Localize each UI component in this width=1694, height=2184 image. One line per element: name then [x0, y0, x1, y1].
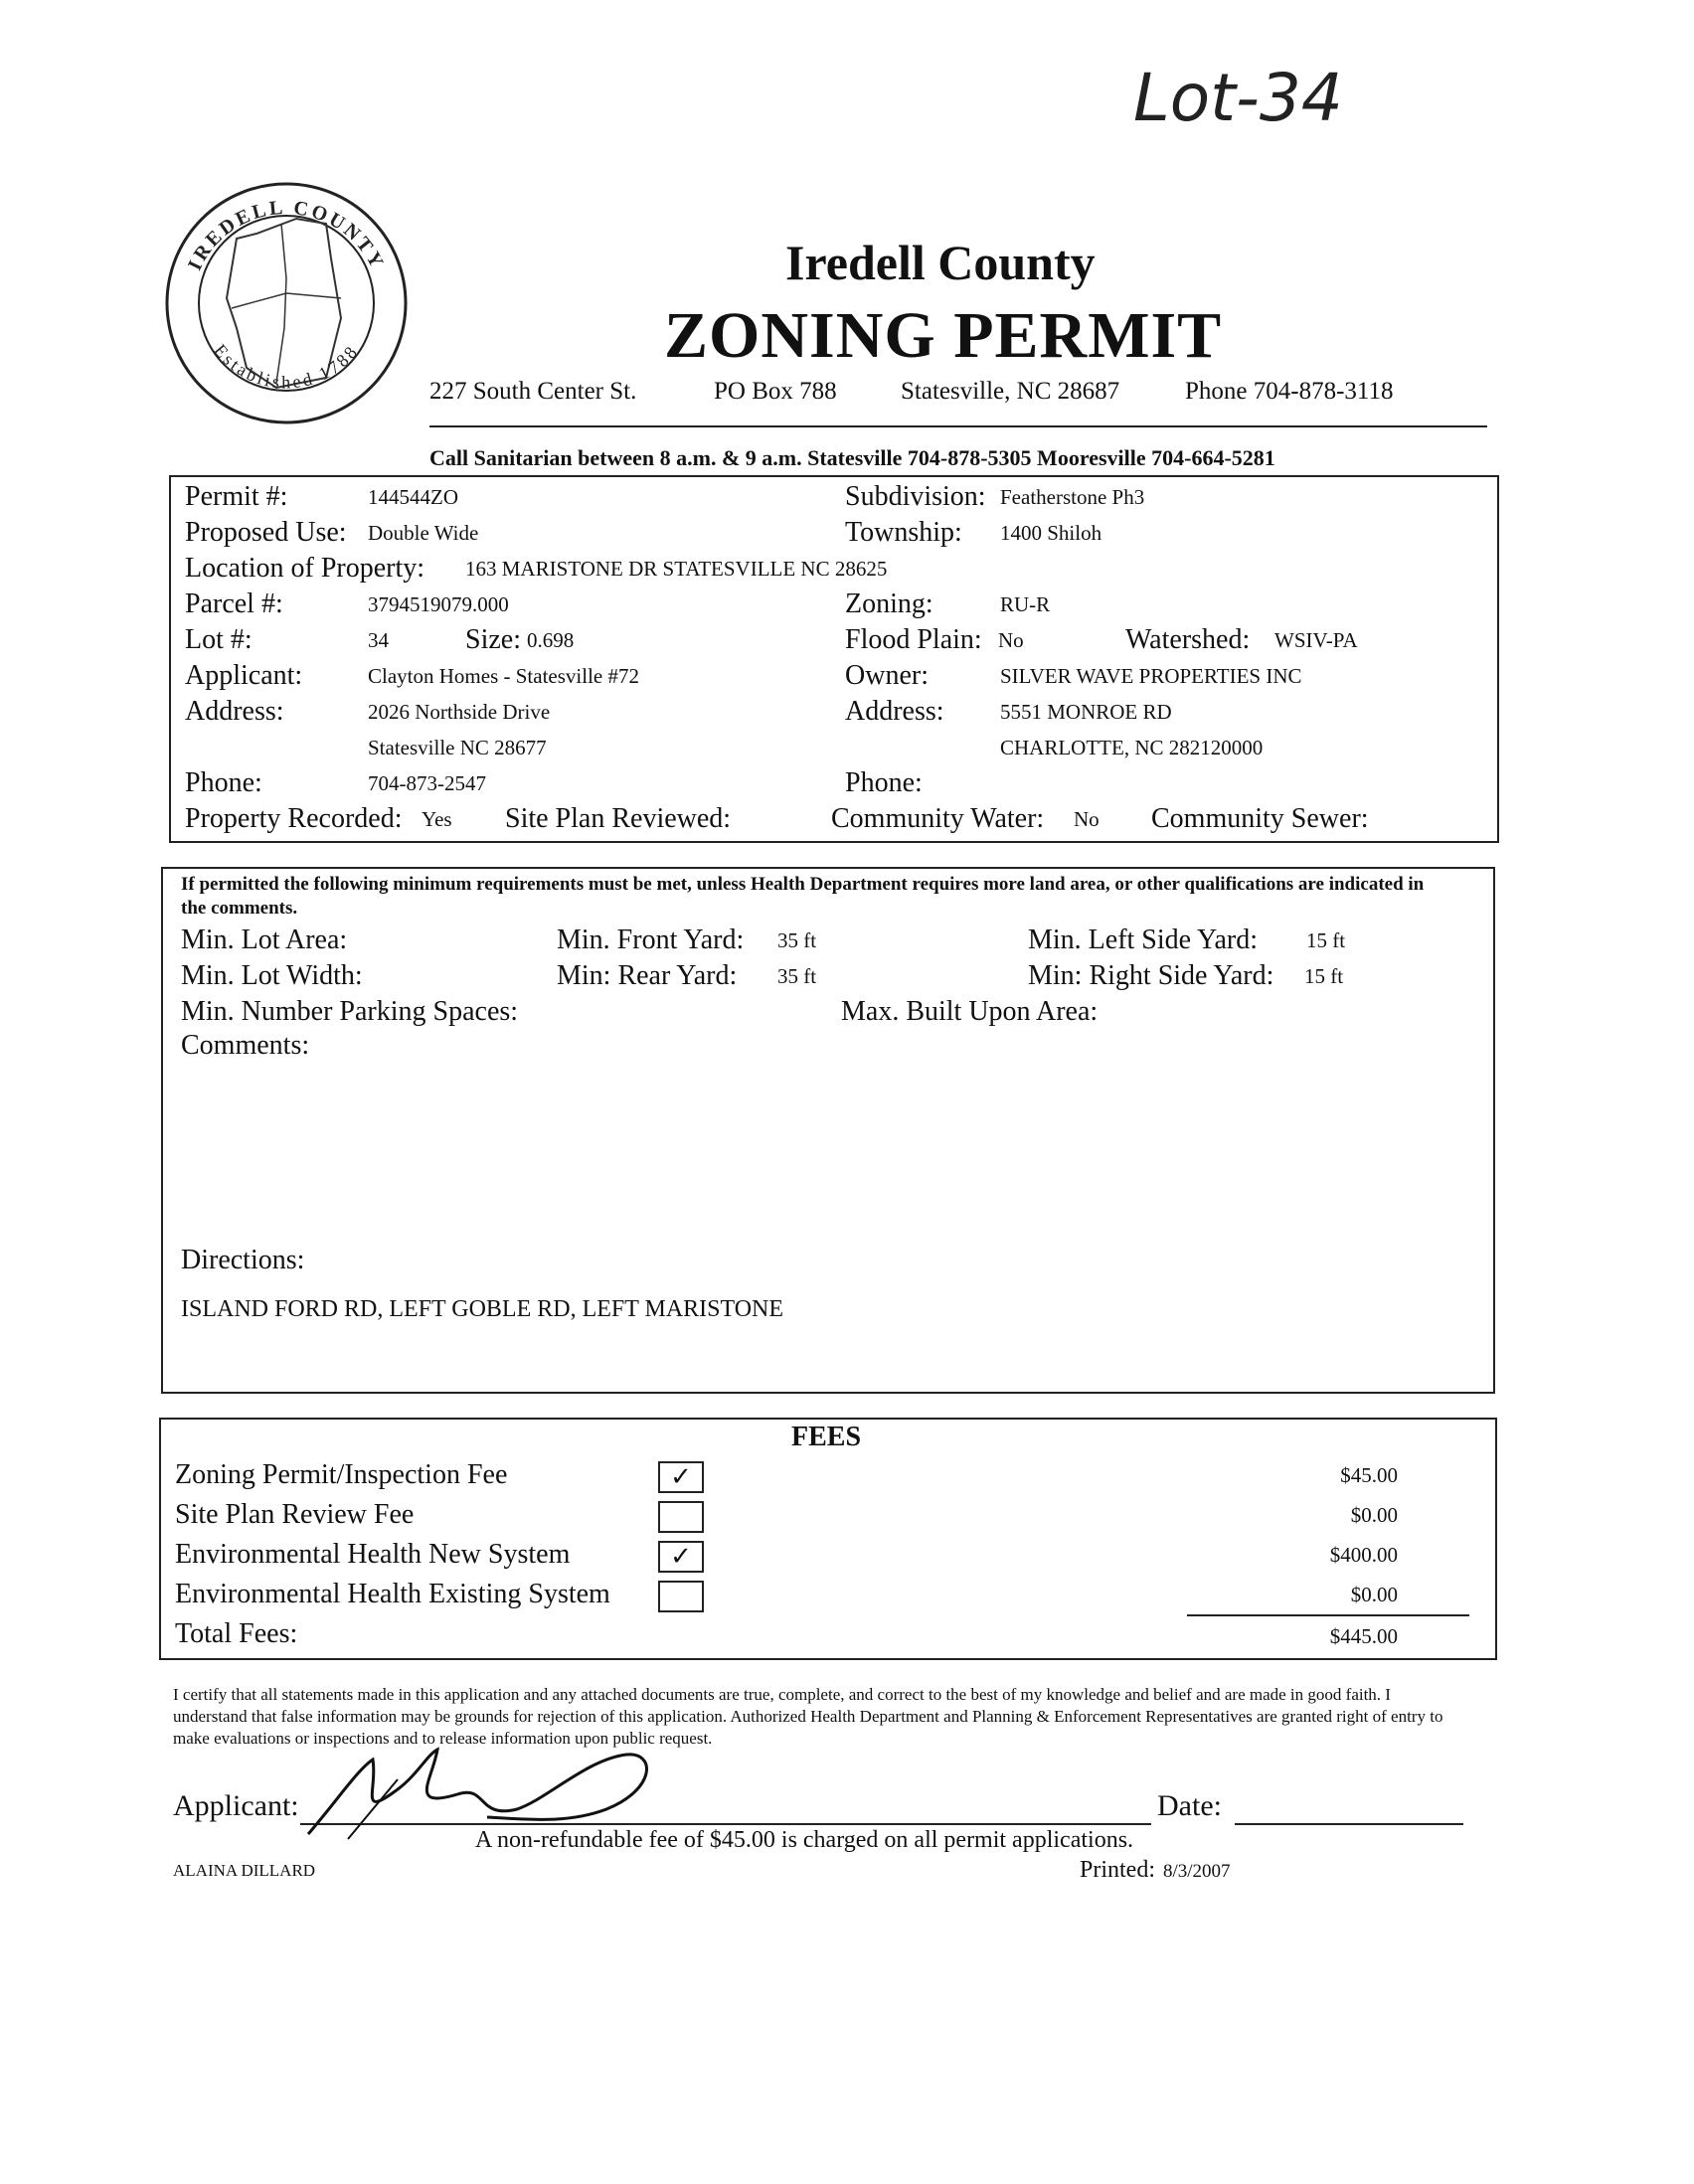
permit-number-label: Permit #: — [185, 481, 288, 512]
proposed-use-value: Double Wide — [368, 521, 479, 545]
min-lot-area-label: Min. Lot Area: — [181, 924, 348, 955]
fee-item-checkbox[interactable]: ✓ — [658, 1461, 704, 1493]
flood-plain-value: No — [998, 628, 1024, 652]
zoning-label: Zoning: — [845, 588, 933, 619]
min-right-side-yard-value: 15 ft — [1304, 964, 1344, 988]
date-line — [1235, 1823, 1463, 1825]
county-seal — [157, 179, 416, 427]
min-left-side-yard-label: Min. Left Side Yard: — [1028, 924, 1258, 955]
directions-label: Directions: — [181, 1245, 305, 1275]
size-label: Size: — [465, 624, 521, 655]
total-fees-label: Total Fees: — [175, 1618, 298, 1649]
owner-label: Owner: — [845, 660, 929, 691]
applicant-value: Clayton Homes - Statesville #72 — [368, 664, 639, 688]
fee-item-checkbox[interactable] — [658, 1581, 704, 1612]
subdivision-label: Subdivision: — [845, 481, 986, 512]
community-sewer-label: Community Sewer: — [1151, 803, 1369, 834]
permit-number: 144544ZO — [368, 485, 458, 509]
location-label: Location of Property: — [185, 553, 425, 584]
seal-top-text: IREDELL COUNTY — [183, 196, 390, 274]
page-title: ZONING PERMIT — [664, 299, 1223, 372]
watershed-label: Watershed: — [1125, 624, 1251, 655]
sanitarian-note: Call Sanitarian between 8 a.m. & 9 a.m. Statesville 704-878-5305 Mooresville 704-664-5281 — [429, 445, 1275, 470]
handwritten-lot-note: Lot-34 — [1133, 60, 1343, 136]
min-rear-yard-label: Min: Rear Yard: — [557, 960, 738, 991]
fees-total-divider — [1187, 1614, 1469, 1616]
watershed-value: WSIV-PA — [1274, 628, 1358, 652]
applicant-signature-label: Applicant: — [173, 1789, 299, 1822]
fee-item-amount: $0.00 — [1350, 1503, 1398, 1527]
size-value: 0.698 — [527, 628, 575, 652]
site-plan-label: Site Plan Reviewed: — [505, 803, 732, 834]
township-value: 1400 Shiloh — [1000, 521, 1102, 545]
parcel-label: Parcel #: — [185, 588, 283, 619]
header-po-box: PO Box 788 — [714, 378, 837, 405]
seal-bottom-text: Established 1788 — [210, 340, 363, 393]
owner-address-line2: CHARLOTTE, NC 282120000 — [1000, 736, 1264, 759]
lot-label: Lot #: — [185, 624, 253, 655]
county-name: Iredell County — [785, 235, 1096, 290]
flood-plain-label: Flood Plain: — [845, 624, 982, 655]
min-front-yard-value: 35 ft — [777, 928, 817, 952]
printed-label: Printed: — [1080, 1857, 1155, 1883]
total-fees-value: $445.00 — [1329, 1624, 1398, 1648]
address-line2: Statesville NC 28677 — [368, 736, 547, 759]
owner-phone-label: Phone: — [845, 767, 923, 798]
header-divider — [429, 425, 1487, 427]
fee-item-label: Environmental Health New System — [175, 1539, 571, 1570]
fee-item-checkbox[interactable] — [658, 1501, 704, 1533]
fee-item-amount: $45.00 — [1340, 1463, 1398, 1487]
fee-note: A non-refundable fee of $45.00 is charged on all permit applications. — [475, 1827, 1134, 1853]
header-phone: Phone 704-878-3118 — [1185, 378, 1394, 405]
fee-item-label: Site Plan Review Fee — [175, 1499, 415, 1530]
min-lot-width-label: Min. Lot Width: — [181, 960, 363, 991]
comments-label: Comments: — [181, 1030, 310, 1061]
min-parking-label: Min. Number Parking Spaces: — [181, 996, 519, 1027]
fee-item-label: Environmental Health Existing System — [175, 1579, 610, 1609]
owner-value: SILVER WAVE PROPERTIES INC — [1000, 664, 1302, 688]
subdivision-value: Featherstone Ph3 — [1000, 485, 1145, 509]
property-recorded-label: Property Recorded: — [185, 803, 403, 834]
fee-item-label: Zoning Permit/Inspection Fee — [175, 1459, 508, 1490]
directions-value: ISLAND FORD RD, LEFT GOBLE RD, LEFT MARISTONE — [181, 1296, 784, 1322]
fee-item-amount: $0.00 — [1350, 1583, 1398, 1606]
min-left-side-yard-value: 15 ft — [1306, 928, 1346, 952]
svg-text:Established 1788 — [210, 340, 362, 392]
township-label: Township: — [845, 517, 962, 548]
min-front-yard-label: Min. Front Yard: — [557, 924, 745, 955]
owner-address-line1: 5551 MONROE RD — [1000, 700, 1172, 724]
owner-address-label: Address: — [845, 696, 944, 727]
date-label: Date: — [1157, 1789, 1222, 1822]
zoning-value: RU-R — [1000, 592, 1051, 616]
property-recorded-value: Yes — [422, 807, 452, 831]
printed-date: 8/3/2007 — [1163, 1861, 1231, 1882]
phone-label: Phone: — [185, 767, 262, 798]
community-water-value: No — [1074, 807, 1100, 831]
min-rear-yard-value: 35 ft — [777, 964, 817, 988]
address-label: Address: — [185, 696, 284, 727]
max-built-area-label: Max. Built Upon Area: — [841, 996, 1099, 1027]
fee-item-checkbox[interactable]: ✓ — [658, 1541, 704, 1573]
proposed-use-label: Proposed Use: — [185, 517, 347, 548]
header-city: Statesville, NC 28687 — [901, 378, 1120, 405]
phone-value: 704-873-2547 — [368, 771, 486, 795]
community-water-label: Community Water: — [831, 803, 1045, 834]
fee-item-amount: $400.00 — [1329, 1543, 1398, 1567]
certification-text: I certify that all statements made in this application and any attached documents are true, complete, and correct to the best of my knowledge and belief and are made in good faith. I understand that false information may be grounds for rejection of this application. Authorized Health Department and Planning & Enforcement Representatives are granted right of entry to make evaluations or inspections and to release information upon public request. — [173, 1685, 1443, 1748]
parcel-value: 3794519079.000 — [368, 592, 509, 616]
requirements-intro: If permitted the following minimum requirements must be met, unless Health Department requires more land area, or other qualifications are indicated in the comments. — [181, 874, 1425, 919]
lot-value: 34 — [368, 628, 389, 652]
min-right-side-yard-label: Min: Right Side Yard: — [1028, 960, 1274, 991]
address-line1: 2026 Northside Drive — [368, 700, 551, 724]
applicant-label: Applicant: — [185, 660, 303, 691]
signer-name: ALAINA DILLARD — [173, 1861, 316, 1880]
fees-title: FEES — [791, 1422, 862, 1452]
header-street: 227 South Center St. — [429, 378, 637, 405]
location-value: 163 MARISTONE DR STATESVILLE NC 28625 — [465, 557, 888, 581]
